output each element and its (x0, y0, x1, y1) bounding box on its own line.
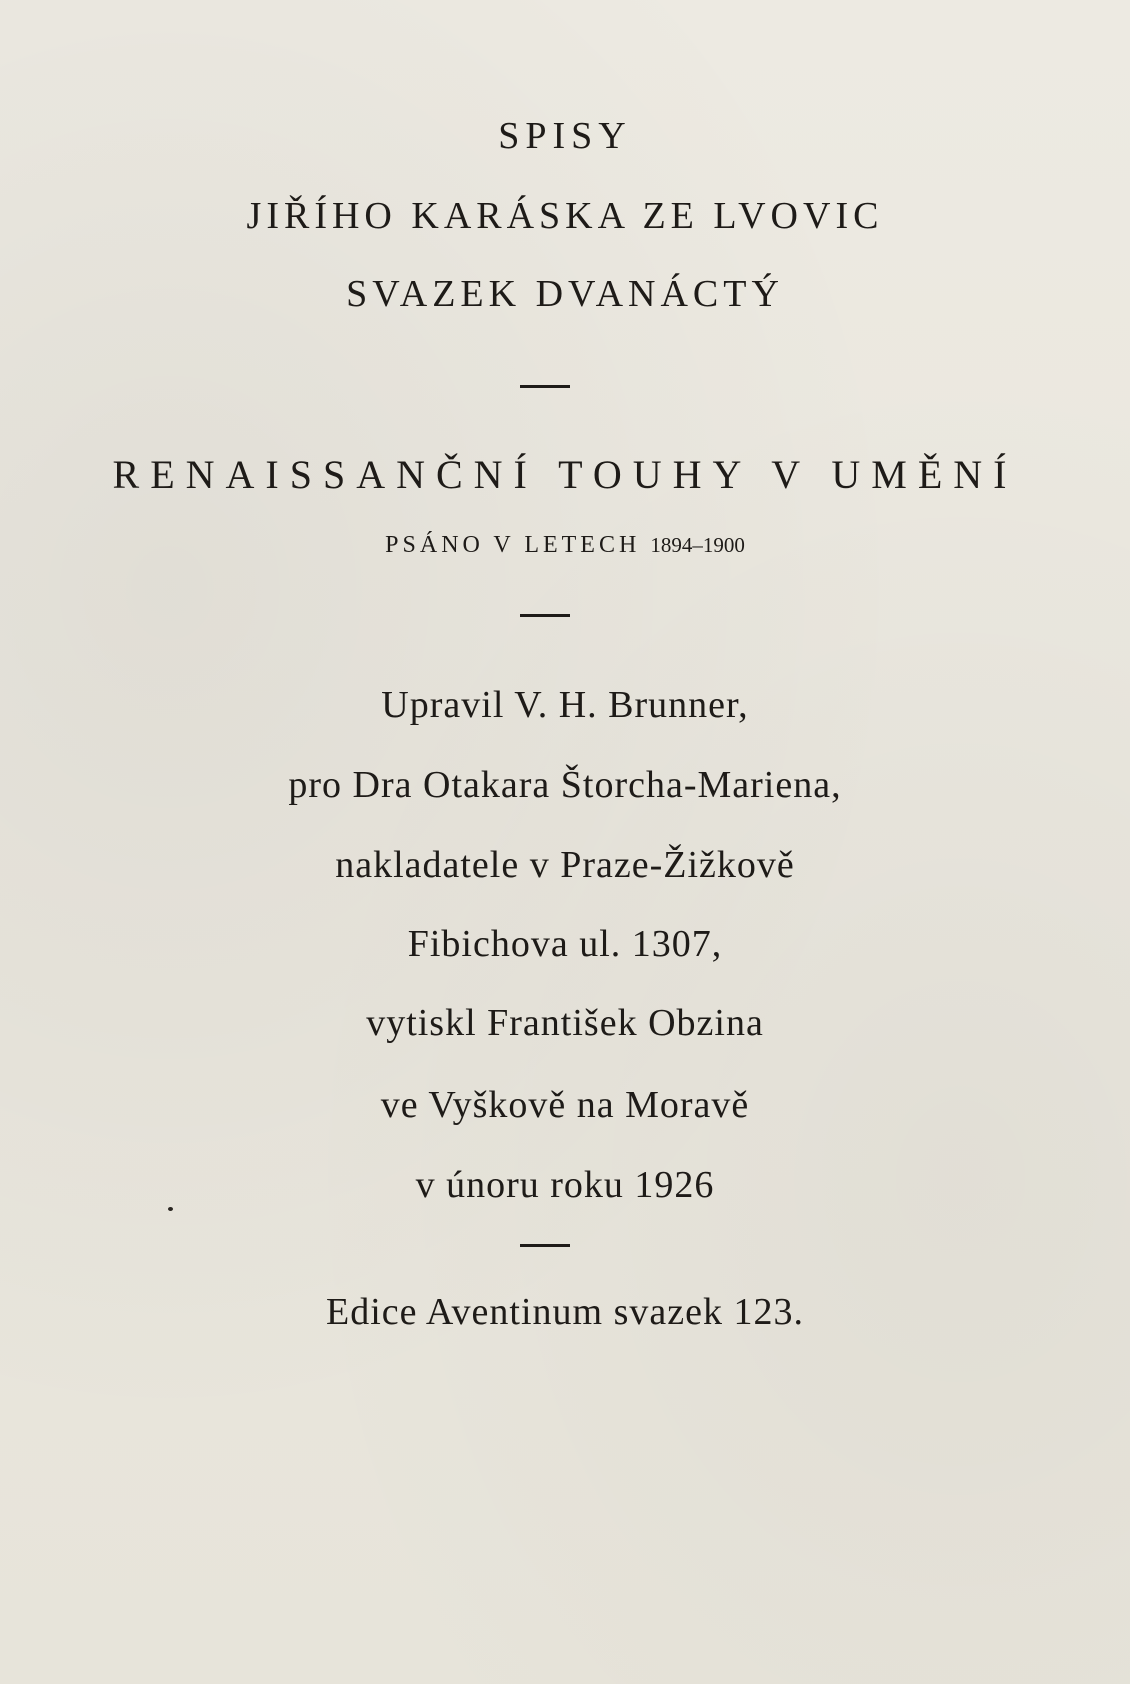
paper-speck (168, 1207, 173, 1211)
imprint-line: v únoru roku 1926 (415, 1164, 715, 1206)
divider-rule (520, 614, 570, 617)
imprint-line: Fibichova ul. 1307, (407, 923, 723, 965)
imprint-line: nakladatele v Praze-Žižkově (335, 844, 795, 886)
imprint-line: pro Dra Otakara Štorcha-Mariena, (288, 764, 842, 806)
author-name: JIŘÍHO KARÁSKA ZE LVOVIC (246, 195, 884, 237)
divider-rule (520, 1244, 570, 1247)
imprint-line: vytiskl František Obzina (366, 1002, 764, 1044)
divider-rule (520, 385, 570, 388)
series-title: SPISY (498, 115, 632, 157)
edition-line: Edice Aventinum svazek 123. (326, 1291, 804, 1333)
written-years: 1894–1900 (650, 533, 745, 557)
imprint-line: ve Vyškově na Moravě (380, 1084, 750, 1126)
volume-number: SVAZEK DVANÁCTÝ (346, 273, 784, 315)
written-years-line (0, 533, 1130, 557)
work-title: RENAISSANČNÍ TOUHY V UMĚNÍ (112, 452, 1018, 497)
written-prefix: PSÁNO V LETECH (385, 532, 641, 558)
imprint-line: Upravil V. H. Brunner, (381, 684, 749, 726)
